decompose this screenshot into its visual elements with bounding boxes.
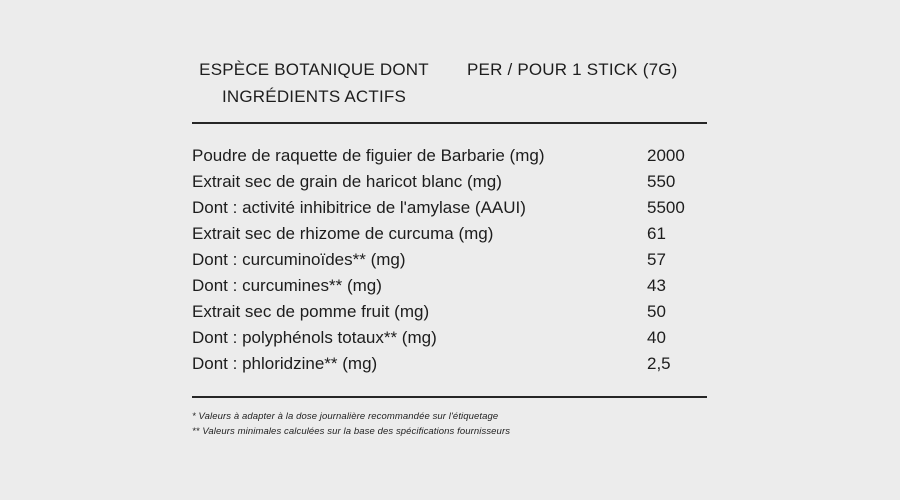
ingredient-label: Extrait sec de grain de haricot blanc (mg) bbox=[192, 172, 502, 191]
ingredients-table-body bbox=[192, 143, 707, 377]
footnote-single-asterisk: * Valeurs à adapter à la dose journalière recommandée sur l'étiquetage bbox=[192, 411, 499, 422]
table-header bbox=[192, 56, 707, 110]
column-header-species-line1: ESPÈCE BOTANIQUE DONT bbox=[199, 60, 429, 79]
table-row bbox=[192, 169, 707, 195]
ingredient-label: Dont : curcuminoïdes** (mg) bbox=[192, 250, 406, 269]
footnotes bbox=[192, 410, 707, 439]
ingredient-value: 550 bbox=[647, 172, 676, 191]
table-row bbox=[192, 143, 707, 169]
ingredient-value: 40 bbox=[647, 328, 666, 347]
ingredient-label: Extrait sec de rhizome de curcuma (mg) bbox=[192, 224, 494, 243]
table-row bbox=[192, 325, 707, 351]
ingredient-value: 50 bbox=[647, 302, 666, 321]
bottom-divider-line bbox=[192, 396, 707, 398]
table-row bbox=[192, 195, 707, 221]
column-header-species-line2: INGRÉDIENTS ACTIFS bbox=[221, 87, 406, 106]
ingredient-label: Dont : activité inhibitrice de l'amylase (AAUI) bbox=[192, 198, 526, 217]
table-row bbox=[192, 273, 707, 299]
ingredient-value: 43 bbox=[647, 276, 666, 295]
table-row bbox=[192, 299, 707, 325]
ingredient-value: 61 bbox=[647, 224, 666, 243]
top-divider-line bbox=[192, 122, 707, 124]
footnote-double-asterisk: ** Valeurs minimales calculées sur la base des spécifications fournisseurs bbox=[192, 425, 511, 437]
table-row bbox=[192, 221, 707, 247]
ingredient-value: 57 bbox=[647, 250, 666, 269]
ingredient-label: Extrait sec de pomme fruit (mg) bbox=[192, 302, 430, 321]
ingredient-label: Dont : polyphénols totaux** (mg) bbox=[192, 328, 437, 347]
ingredient-label: Dont : curcumines** (mg) bbox=[192, 276, 382, 295]
column-header-species bbox=[192, 56, 436, 110]
ingredient-value: 2,5 bbox=[647, 354, 671, 373]
table-row bbox=[192, 351, 707, 377]
ingredient-label: Poudre de raquette de figuier de Barbarie (mg) bbox=[192, 146, 545, 165]
table-row bbox=[192, 247, 707, 273]
ingredient-value: 5500 bbox=[647, 198, 685, 217]
column-header-per-stick: PER / POUR 1 STICK (7G) bbox=[467, 60, 678, 79]
ingredient-label: Dont : phloridzine** (mg) bbox=[192, 354, 378, 373]
ingredient-value: 2000 bbox=[647, 146, 685, 165]
